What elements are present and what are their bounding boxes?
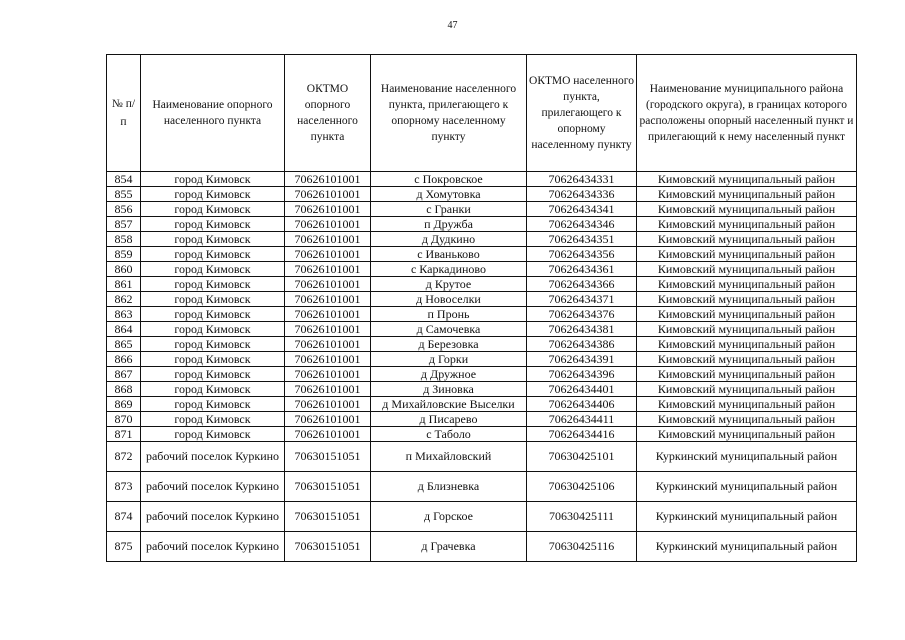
cell-support-settlement: город Кимовск (141, 412, 285, 427)
cell-municipal-district: Кимовский муниципальный район (637, 172, 857, 187)
cell-number: 866 (107, 352, 141, 367)
cell-municipal-district: Кимовский муниципальный район (637, 307, 857, 322)
cell-adjacent-oktmo: 70626434336 (527, 187, 637, 202)
table-row (107, 382, 857, 397)
cell-adjacent-settlement: с Гранки (371, 202, 527, 217)
cell-adjacent-oktmo: 70626434331 (527, 172, 637, 187)
cell-municipal-district: Кимовский муниципальный район (637, 247, 857, 262)
cell-adjacent-settlement: д Близневка (371, 472, 527, 502)
cell-municipal-district: Кимовский муниципальный район (637, 322, 857, 337)
cell-adjacent-oktmo: 70626434396 (527, 367, 637, 382)
cell-support-settlement: город Кимовск (141, 217, 285, 232)
cell-adjacent-oktmo: 70626434416 (527, 427, 637, 442)
cell-adjacent-settlement: с Иваньково (371, 247, 527, 262)
cell-adjacent-oktmo: 70626434351 (527, 232, 637, 247)
cell-support-settlement: город Кимовск (141, 352, 285, 367)
table-row (107, 292, 857, 307)
cell-adjacent-oktmo: 70626434406 (527, 397, 637, 412)
cell-number: 854 (107, 172, 141, 187)
cell-support-settlement: рабочий поселок Куркино (141, 532, 285, 562)
cell-support-oktmo: 70626101001 (285, 247, 371, 262)
cell-number: 855 (107, 187, 141, 202)
cell-adjacent-settlement: п Пронь (371, 307, 527, 322)
cell-support-oktmo: 70630151051 (285, 442, 371, 472)
cell-support-oktmo: 70626101001 (285, 382, 371, 397)
cell-adjacent-settlement: д Березовка (371, 337, 527, 352)
cell-support-oktmo: 70626101001 (285, 187, 371, 202)
cell-adjacent-settlement: д Дудкино (371, 232, 527, 247)
cell-adjacent-oktmo: 70626434411 (527, 412, 637, 427)
cell-adjacent-settlement: д Горское (371, 502, 527, 532)
cell-support-oktmo: 70626101001 (285, 277, 371, 292)
table-row (107, 232, 857, 247)
cell-adjacent-settlement: п Дружба (371, 217, 527, 232)
table-row (107, 472, 857, 502)
cell-number: 875 (107, 532, 141, 562)
cell-number: 859 (107, 247, 141, 262)
settlements-table (106, 54, 857, 562)
cell-number: 864 (107, 322, 141, 337)
cell-adjacent-oktmo: 70626434356 (527, 247, 637, 262)
cell-municipal-district: Кимовский муниципальный район (637, 337, 857, 352)
cell-support-settlement: город Кимовск (141, 307, 285, 322)
cell-support-oktmo: 70626101001 (285, 352, 371, 367)
cell-support-oktmo: 70630151051 (285, 502, 371, 532)
table-row (107, 322, 857, 337)
table-row (107, 352, 857, 367)
cell-support-oktmo: 70626101001 (285, 307, 371, 322)
table-row (107, 187, 857, 202)
cell-municipal-district: Куркинский муниципальный район (637, 532, 857, 562)
cell-adjacent-settlement: д Михайловские Выселки (371, 397, 527, 412)
cell-adjacent-oktmo: 70630425111 (527, 502, 637, 532)
cell-number: 870 (107, 412, 141, 427)
table-header-row (107, 55, 857, 172)
cell-support-oktmo: 70626101001 (285, 262, 371, 277)
cell-municipal-district: Кимовский муниципальный район (637, 217, 857, 232)
table-row (107, 337, 857, 352)
cell-support-settlement: рабочий поселок Куркино (141, 502, 285, 532)
cell-number: 862 (107, 292, 141, 307)
cell-adjacent-oktmo: 70626434381 (527, 322, 637, 337)
cell-municipal-district: Кимовский муниципальный район (637, 292, 857, 307)
cell-support-settlement: город Кимовск (141, 232, 285, 247)
cell-municipal-district: Кимовский муниципальный район (637, 187, 857, 202)
table-row (107, 262, 857, 277)
cell-number: 871 (107, 427, 141, 442)
cell-support-oktmo: 70630151051 (285, 532, 371, 562)
cell-support-settlement: город Кимовск (141, 247, 285, 262)
cell-adjacent-oktmo: 70626434346 (527, 217, 637, 232)
cell-support-oktmo: 70626101001 (285, 172, 371, 187)
table-row (107, 172, 857, 187)
cell-adjacent-settlement: с Таболо (371, 427, 527, 442)
cell-adjacent-oktmo: 70626434386 (527, 337, 637, 352)
cell-number: 873 (107, 472, 141, 502)
cell-adjacent-settlement: д Зиновка (371, 382, 527, 397)
cell-support-oktmo: 70630151051 (285, 472, 371, 502)
cell-adjacent-oktmo: 70626434361 (527, 262, 637, 277)
cell-municipal-district: Куркинский муниципальный район (637, 472, 857, 502)
cell-support-settlement: город Кимовск (141, 277, 285, 292)
table-row (107, 202, 857, 217)
table-row (107, 247, 857, 262)
cell-municipal-district: Кимовский муниципальный район (637, 277, 857, 292)
cell-support-oktmo: 70626101001 (285, 292, 371, 307)
table-row (107, 412, 857, 427)
header-adjacent-oktmo: ОКТМО населенного пункта, прилегающего к опорному населенному пункту (527, 55, 637, 172)
header-support-oktmo: ОКТМО опорного населенного пункта (285, 55, 371, 172)
cell-support-oktmo: 70626101001 (285, 412, 371, 427)
cell-number: 874 (107, 502, 141, 532)
cell-support-settlement: город Кимовск (141, 187, 285, 202)
cell-support-oktmo: 70626101001 (285, 337, 371, 352)
header-number: № п/п (107, 55, 141, 172)
cell-support-oktmo: 70626101001 (285, 232, 371, 247)
cell-adjacent-settlement: д Писарево (371, 412, 527, 427)
cell-support-settlement: город Кимовск (141, 202, 285, 217)
cell-adjacent-oktmo: 70626434366 (527, 277, 637, 292)
cell-support-oktmo: 70626101001 (285, 322, 371, 337)
cell-adjacent-settlement: п Михайловский (371, 442, 527, 472)
cell-number: 872 (107, 442, 141, 472)
cell-number: 856 (107, 202, 141, 217)
cell-adjacent-oktmo: 70630425116 (527, 532, 637, 562)
cell-municipal-district: Кимовский муниципальный район (637, 382, 857, 397)
cell-adjacent-oktmo: 70630425106 (527, 472, 637, 502)
cell-adjacent-settlement: д Горки (371, 352, 527, 367)
cell-municipal-district: Куркинский муниципальный район (637, 442, 857, 472)
cell-support-settlement: город Кимовск (141, 262, 285, 277)
cell-municipal-district: Кимовский муниципальный район (637, 202, 857, 217)
table-row (107, 442, 857, 472)
cell-adjacent-oktmo: 70626434341 (527, 202, 637, 217)
cell-adjacent-oktmo: 70626434376 (527, 307, 637, 322)
cell-adjacent-settlement: с Каркадиново (371, 262, 527, 277)
cell-support-oktmo: 70626101001 (285, 202, 371, 217)
header-support-settlement: Наименование опорного населенного пункта (141, 55, 285, 172)
cell-support-oktmo: 70626101001 (285, 397, 371, 412)
cell-municipal-district: Кимовский муниципальный район (637, 427, 857, 442)
cell-support-settlement: город Кимовск (141, 397, 285, 412)
cell-support-settlement: город Кимовск (141, 292, 285, 307)
cell-adjacent-settlement: д Хомутовка (371, 187, 527, 202)
cell-adjacent-oktmo: 70626434371 (527, 292, 637, 307)
cell-support-settlement: рабочий поселок Куркино (141, 472, 285, 502)
cell-number: 860 (107, 262, 141, 277)
cell-number: 861 (107, 277, 141, 292)
cell-support-settlement: рабочий поселок Куркино (141, 442, 285, 472)
cell-adjacent-oktmo: 70630425101 (527, 442, 637, 472)
cell-adjacent-settlement: д Дружное (371, 367, 527, 382)
table-row (107, 217, 857, 232)
cell-municipal-district: Кимовский муниципальный район (637, 232, 857, 247)
cell-number: 863 (107, 307, 141, 322)
cell-support-settlement: город Кимовск (141, 382, 285, 397)
cell-support-settlement: город Кимовск (141, 367, 285, 382)
header-adjacent-settlement: Наименование населенного пункта, прилегающего к опорному населенному пункту (371, 55, 527, 172)
table-row (107, 397, 857, 412)
cell-adjacent-settlement: д Новоселки (371, 292, 527, 307)
cell-adjacent-oktmo: 70626434391 (527, 352, 637, 367)
cell-support-settlement: город Кимовск (141, 172, 285, 187)
cell-support-oktmo: 70626101001 (285, 427, 371, 442)
cell-number: 857 (107, 217, 141, 232)
cell-adjacent-oktmo: 70626434401 (527, 382, 637, 397)
table-row (107, 277, 857, 292)
page-number: 47 (447, 20, 458, 31)
cell-adjacent-settlement: д Самочевка (371, 322, 527, 337)
header-municipal-district: Наименование муниципального района (городского округа), в границах которого расположены опорный населенный пункт и прилегающий к нему населенный пункт (637, 55, 857, 172)
cell-municipal-district: Кимовский муниципальный район (637, 262, 857, 277)
cell-number: 858 (107, 232, 141, 247)
cell-adjacent-settlement: д Крутое (371, 277, 527, 292)
table-row (107, 502, 857, 532)
cell-municipal-district: Кимовский муниципальный район (637, 412, 857, 427)
cell-support-oktmo: 70626101001 (285, 367, 371, 382)
table-row (107, 367, 857, 382)
cell-adjacent-settlement: д Грачевка (371, 532, 527, 562)
table-row (107, 307, 857, 322)
table-row (107, 427, 857, 442)
cell-support-settlement: город Кимовск (141, 337, 285, 352)
cell-support-oktmo: 70626101001 (285, 217, 371, 232)
cell-municipal-district: Кимовский муниципальный район (637, 352, 857, 367)
cell-number: 868 (107, 382, 141, 397)
cell-adjacent-settlement: с Покровское (371, 172, 527, 187)
cell-number: 867 (107, 367, 141, 382)
cell-number: 869 (107, 397, 141, 412)
cell-municipal-district: Кимовский муниципальный район (637, 397, 857, 412)
cell-support-settlement: город Кимовск (141, 322, 285, 337)
cell-municipal-district: Куркинский муниципальный район (637, 502, 857, 532)
cell-support-settlement: город Кимовск (141, 427, 285, 442)
cell-number: 865 (107, 337, 141, 352)
cell-municipal-district: Кимовский муниципальный район (637, 367, 857, 382)
table-row (107, 532, 857, 562)
